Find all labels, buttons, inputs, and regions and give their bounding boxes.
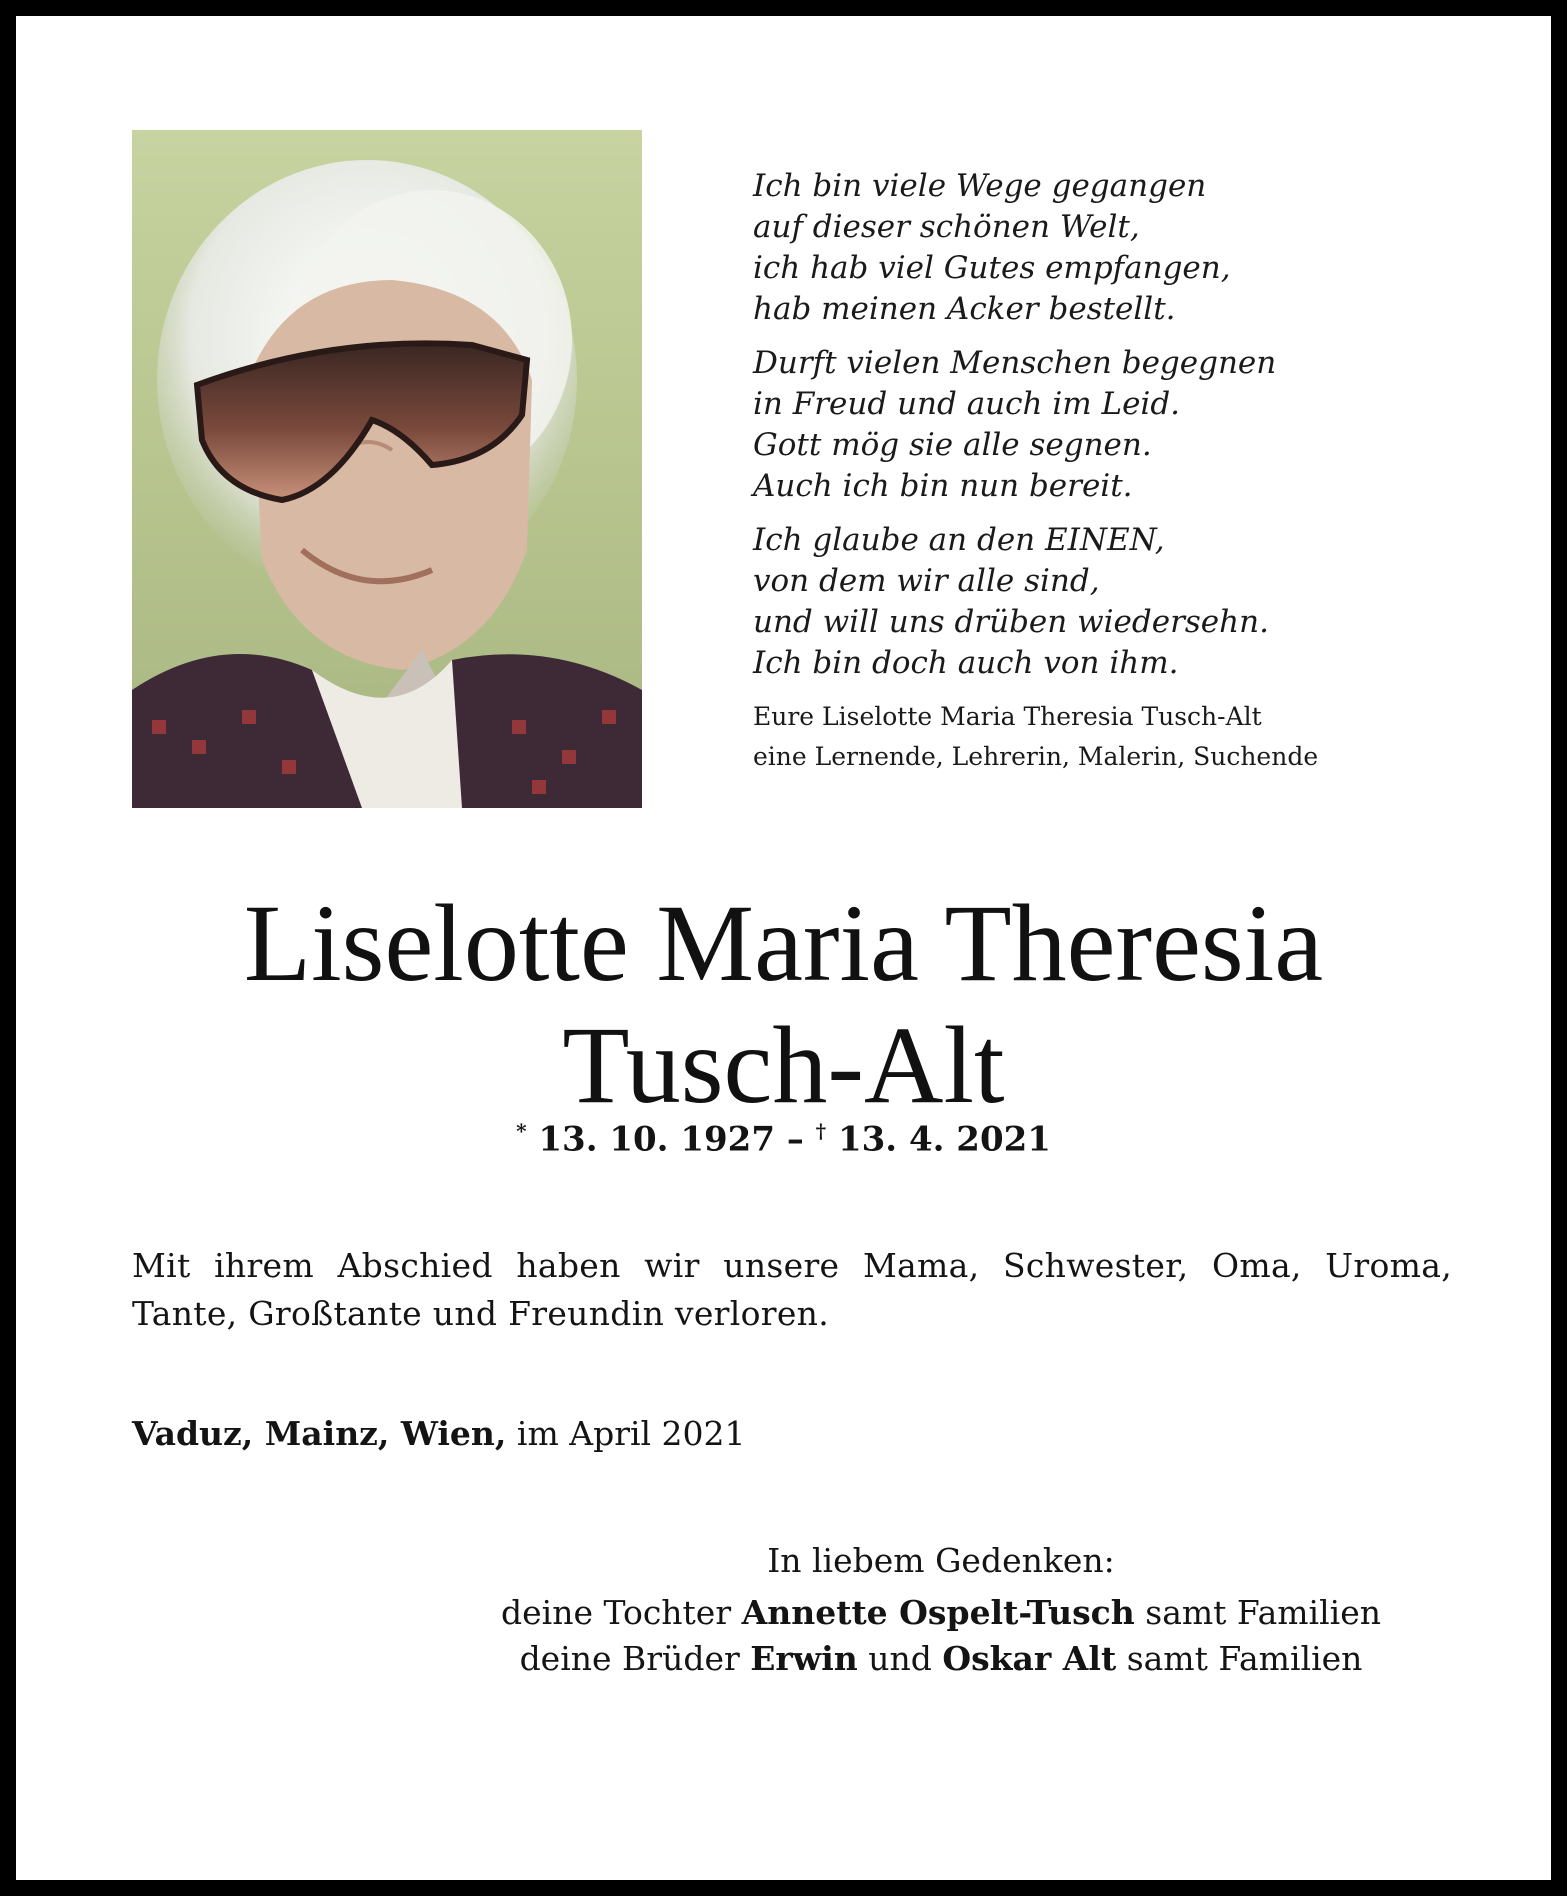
memory-line-1 — [416, 1590, 1466, 1636]
birth-symbol: * — [516, 1119, 527, 1143]
mourner-name: Erwin — [750, 1639, 858, 1678]
memory-text: deine Tochter — [501, 1593, 742, 1632]
poem — [753, 166, 1453, 777]
poem-stanza — [753, 166, 1453, 330]
death-symbol: † — [815, 1119, 827, 1143]
obituary-page — [16, 16, 1551, 1880]
in-memory-section — [416, 1538, 1466, 1682]
signature-line: Eure Liselotte Maria Theresia Tusch-Alt — [753, 702, 1262, 731]
poem-line: Gott mög sie alle segnen. — [753, 427, 1152, 463]
poem-line: Ich glaube an den EINEN, — [753, 522, 1165, 558]
poem-line: und will uns drüben wiedersehn. — [753, 604, 1269, 640]
death-date: 13. 4. 2021 — [837, 1119, 1051, 1160]
signature-line: eine Lernende, Lehrerin, Malerin, Suchende — [753, 742, 1319, 771]
poem-line: ich hab viel Gutes empfangen, — [753, 250, 1231, 286]
place-date: im April 2021 — [506, 1414, 746, 1453]
memory-text: samt Familien — [1134, 1593, 1381, 1632]
memory-line-2 — [416, 1636, 1466, 1682]
portrait-illustration — [132, 130, 642, 808]
mourner-name: Annette Ospelt-Tusch — [741, 1593, 1135, 1632]
memory-text: samt Familien — [1116, 1639, 1363, 1678]
name-line-2: Tusch-Alt — [562, 1004, 1005, 1126]
poem-line: Auch ich bin nun bereit. — [753, 468, 1133, 504]
life-dates — [16, 1108, 1551, 1162]
portrait-photo — [132, 130, 642, 808]
poem-line: Ich bin doch auch von ihm. — [753, 645, 1179, 681]
poem-signature — [753, 697, 1453, 777]
mourner-name: Oskar Alt — [942, 1639, 1117, 1678]
farewell-message: Mit ihrem Abschied haben wir unsere Mama, Schwester, Oma, Uroma, Tante, Großtante und Freundin verloren. — [132, 1246, 1452, 1333]
poem-line: auf dieser schönen Welt, — [753, 209, 1140, 245]
poem-stanza — [753, 343, 1453, 507]
place-cities: Vaduz, Mainz, Wien, — [132, 1414, 507, 1453]
poem-line: Ich bin viele Wege gegangen — [753, 168, 1207, 204]
poem-line: von dem wir alle sind, — [753, 563, 1100, 599]
memory-text: und — [857, 1639, 943, 1678]
name-line-1: Liselotte Maria Theresia — [243, 882, 1324, 1004]
birth-date: 13. 10. 1927 — [538, 1119, 775, 1160]
poem-line: Durft vielen Menschen begegnen — [753, 345, 1277, 381]
poem-line: hab meinen Acker bestellt. — [753, 291, 1176, 327]
place-and-date — [132, 1410, 1132, 1458]
memory-intro: In liebem Gedenken: — [767, 1541, 1115, 1580]
poem-line: in Freud und auch im Leid. — [753, 386, 1181, 422]
poem-stanza — [753, 520, 1453, 684]
date-separator: – — [774, 1119, 816, 1160]
deceased-name — [16, 882, 1551, 1126]
memory-text: deine Brüder — [519, 1639, 751, 1678]
